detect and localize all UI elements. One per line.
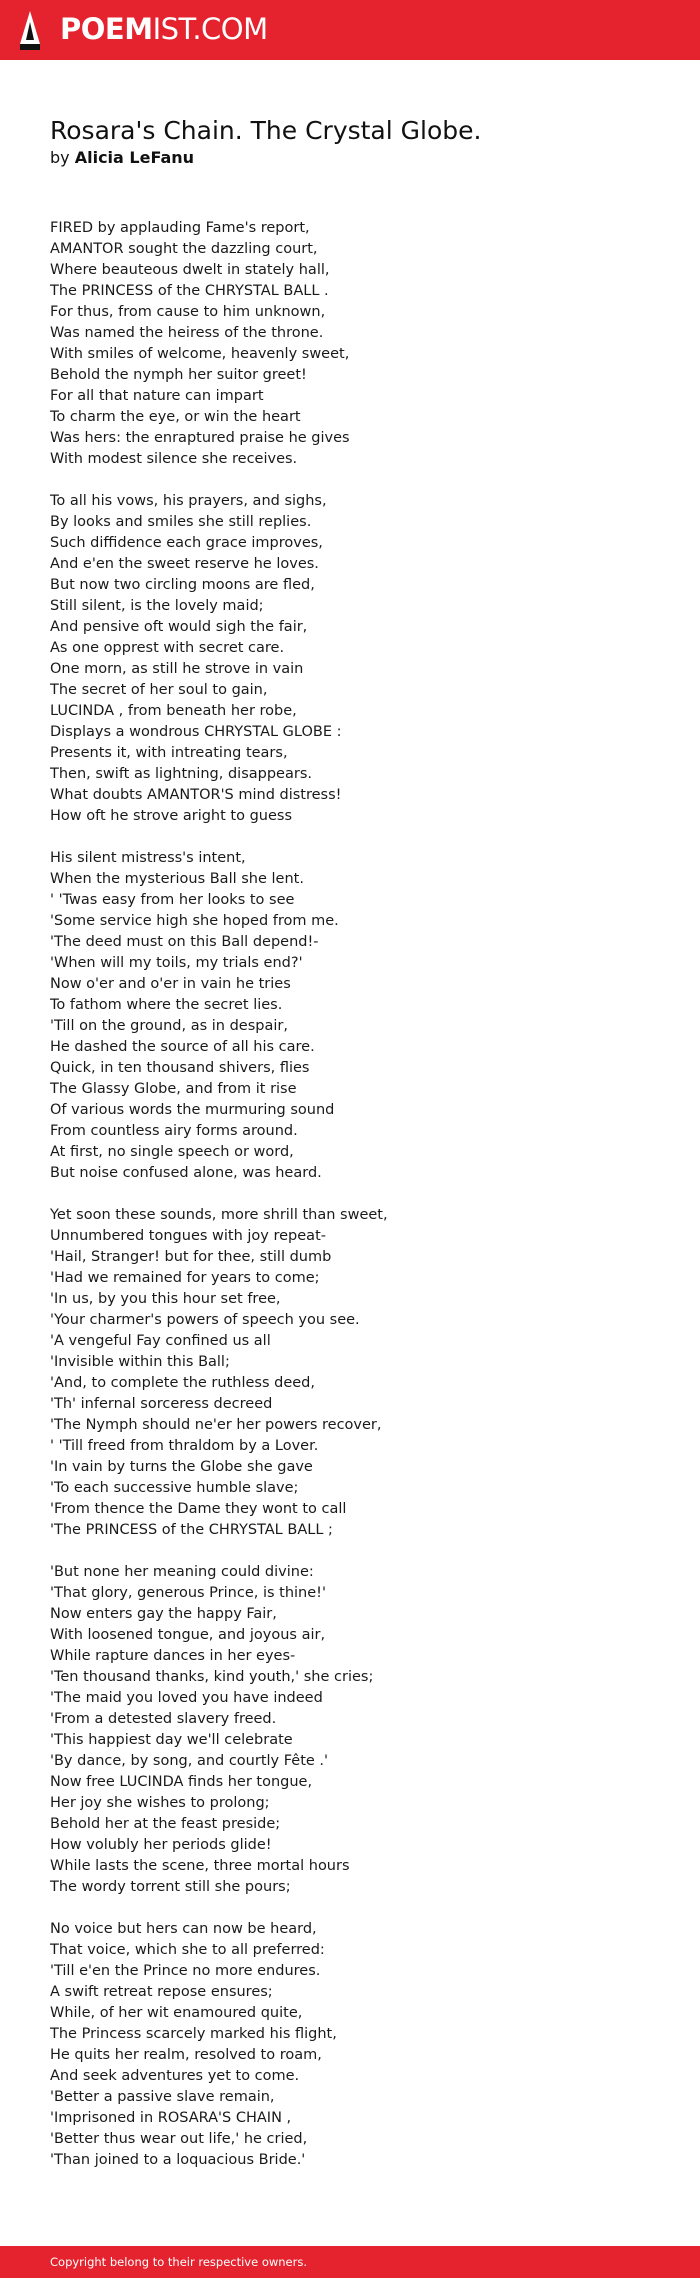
poem-line: One morn, as still he strove in vain: [50, 661, 304, 677]
poem-line: 'Imprisoned in ROSARA'S CHAIN ,: [50, 2110, 292, 2126]
poem-line: 'Than joined to a loquacious Bride.': [50, 2152, 306, 2168]
stanza: [50, 1919, 650, 2171]
poem-line: The Glassy Globe, and from it rise: [50, 1081, 297, 1097]
poem-line: What doubts AMANTOR'S mind distress!: [50, 787, 342, 803]
byline: [50, 148, 194, 168]
poem-line: 'Ten thousand thanks, kind youth,' she cries;: [50, 1669, 374, 1685]
poem-line: And seek adventures yet to come.: [50, 2068, 300, 2084]
poem-line: ' 'Twas easy from her looks to see: [50, 892, 295, 908]
poem-line: That voice, which she to all preferred:: [50, 1942, 325, 1958]
poem-line: 'Hail, Stranger! but for thee, still dumb: [50, 1249, 332, 1265]
poem-line: Displays a wondrous CHRYSTAL GLOBE :: [50, 724, 342, 740]
poem-line: 'The deed must on this Ball depend!-: [50, 934, 319, 950]
by-label: by: [50, 148, 70, 167]
poem-line: The PRINCESS of the CHRYSTAL BALL .: [50, 283, 329, 299]
site-footer: [0, 2246, 700, 2278]
poem-line: While rapture dances in her eyes-: [50, 1648, 296, 1664]
poem-line: But noise confused alone, was heard.: [50, 1165, 322, 1181]
stanza: [50, 491, 650, 827]
poem-line: And e'en the sweet reserve he loves.: [50, 556, 319, 572]
poem-line: FIRED by applauding Fame's report,: [50, 220, 310, 236]
poem-line: 'Till on the ground, as in despair,: [50, 1018, 288, 1034]
poem-line: With loosened tongue, and joyous air,: [50, 1627, 326, 1643]
poem-line: 'Some service high she hoped from me.: [50, 913, 339, 929]
poem-line: With modest silence she receives.: [50, 451, 298, 467]
poem-line: 'That glory, generous Prince, is thine!': [50, 1585, 326, 1601]
poem-line: 'In vain by turns the Globe she gave: [50, 1459, 313, 1475]
poem-line: He dashed the source of all his care.: [50, 1039, 315, 1055]
poem-line: Now free LUCINDA finds her tongue,: [50, 1774, 313, 1790]
poem-line: When the mysterious Ball she lent.: [50, 871, 304, 887]
poem-line: No voice but hers can now be heard,: [50, 1921, 317, 1937]
poem-line: As one opprest with secret care.: [50, 640, 285, 656]
poem-line: 'By dance, by song, and courtly Fête .': [50, 1753, 329, 1769]
poem-line: 'A vengeful Fay confined us all: [50, 1333, 271, 1349]
poem-title: Rosara's Chain. The Crystal Globe.: [50, 116, 482, 145]
poem-line: Now enters gay the happy Fair,: [50, 1606, 277, 1622]
poem-line: The secret of her soul to gain,: [50, 682, 268, 698]
pen-nib-icon[interactable]: [19, 10, 41, 50]
poem-line: 'Better a passive slave remain,: [50, 2089, 275, 2105]
poem-line: Quick, in ten thousand shivers, flies: [50, 1060, 310, 1076]
poem-line: 'The Nymph should ne'er her powers recover,: [50, 1417, 382, 1433]
poem-line: Was hers: the enraptured praise he gives: [50, 430, 350, 446]
author-name: Alicia LeFanu: [74, 148, 195, 167]
poem-line: And pensive oft would sigh the fair,: [50, 619, 308, 635]
poem-line: AMANTOR sought the dazzling court,: [50, 241, 318, 257]
poem-line: To fathom where the secret lies.: [50, 997, 283, 1013]
poem-line: 'This happiest day we'll celebrate: [50, 1732, 293, 1748]
poem-line: ' 'Till freed from thraldom by a Lover.: [50, 1438, 319, 1454]
poem-line: 'Till e'en the Prince no more endures.: [50, 1963, 321, 1979]
poem-line: Still silent, is the lovely maid;: [50, 598, 264, 614]
poem-line: But now two circling moons are fled,: [50, 577, 315, 593]
poem-line: 'When will my toils, my trials end?': [50, 955, 303, 971]
poem-line: The Princess scarcely marked his flight,: [50, 2026, 337, 2042]
site-logo[interactable]: POEMIST.COM: [60, 12, 268, 46]
poem-line: Then, swift as lightning, disappears.: [50, 766, 312, 782]
poem-line: Of various words the murmuring sound: [50, 1102, 335, 1118]
poem-line: How volubly her periods glide!: [50, 1837, 272, 1853]
poem-line: He quits her realm, resolved to roam,: [50, 2047, 322, 2063]
poem-line: 'Th' infernal sorceress decreed: [50, 1396, 273, 1412]
poem-line: To all his vows, his prayers, and sighs,: [50, 493, 327, 509]
poem-line: A swift retreat repose ensures;: [50, 1984, 273, 2000]
poem-line: With smiles of welcome, heavenly sweet,: [50, 346, 350, 362]
poem-line: 'From a detested slavery freed.: [50, 1711, 277, 1727]
poem-line: While, of her wit enamoured quite,: [50, 2005, 303, 2021]
poem-line: 'From thence the Dame they wont to call: [50, 1501, 347, 1517]
poem-line: 'Invisible within this Ball;: [50, 1354, 230, 1370]
stanza: [50, 218, 650, 470]
poem-line: 'Better thus wear out life,' he cried,: [50, 2131, 308, 2147]
poem-line: At first, no single speech or word,: [50, 1144, 294, 1160]
poem-body: [50, 218, 650, 2192]
poem-line: To charm the eye, or win the heart: [50, 409, 301, 425]
poem-line: 'Had we remained for years to come;: [50, 1270, 320, 1286]
poem-line: 'And, to complete the ruthless deed,: [50, 1375, 315, 1391]
poem-line: 'In us, by you this hour set free,: [50, 1291, 281, 1307]
site-header: [0, 0, 700, 60]
poem-line: LUCINDA , from beneath her robe,: [50, 703, 297, 719]
poem-line: By looks and smiles she still replies.: [50, 514, 312, 530]
poem-line: While lasts the scene, three mortal hours: [50, 1858, 350, 1874]
poem-line: Behold the nymph her suitor greet!: [50, 367, 307, 383]
poem-line: From countless airy forms around.: [50, 1123, 298, 1139]
poem-line: Was named the heiress of the throne.: [50, 325, 324, 341]
poem-line: 'The PRINCESS of the CHRYSTAL BALL ;: [50, 1522, 333, 1538]
poem-line: For thus, from cause to him unknown,: [50, 304, 326, 320]
poem-line: His silent mistress's intent,: [50, 850, 246, 866]
poem-line: Where beauteous dwelt in stately hall,: [50, 262, 330, 278]
poem-line: Such diffidence each grace improves,: [50, 535, 323, 551]
poem-line: Presents it, with intreating tears,: [50, 745, 288, 761]
poem-line: How oft he strove aright to guess: [50, 808, 292, 824]
poem-line: For all that nature can impart: [50, 388, 264, 404]
poem-line: Her joy she wishes to prolong;: [50, 1795, 270, 1811]
poem-line: 'But none her meaning could divine:: [50, 1564, 314, 1580]
copyright-notice: Copyright belong to their respective owners.: [50, 2255, 308, 2269]
poem-line: 'To each successive humble slave;: [50, 1480, 299, 1496]
poem-line: The wordy torrent still she pours;: [50, 1879, 291, 1895]
stanza: [50, 848, 650, 1184]
stanza: [50, 1205, 650, 1541]
stanza: [50, 1562, 650, 1898]
poem-line: Yet soon these sounds, more shrill than sweet,: [50, 1207, 388, 1223]
poem-line: Now o'er and o'er in vain he tries: [50, 976, 291, 992]
poem-line: Behold her at the feast preside;: [50, 1816, 281, 1832]
poem-line: 'The maid you loved you have indeed: [50, 1690, 323, 1706]
poem-line: Unnumbered tongues with joy repeat-: [50, 1228, 326, 1244]
poem-line: 'Your charmer's powers of speech you see.: [50, 1312, 360, 1328]
